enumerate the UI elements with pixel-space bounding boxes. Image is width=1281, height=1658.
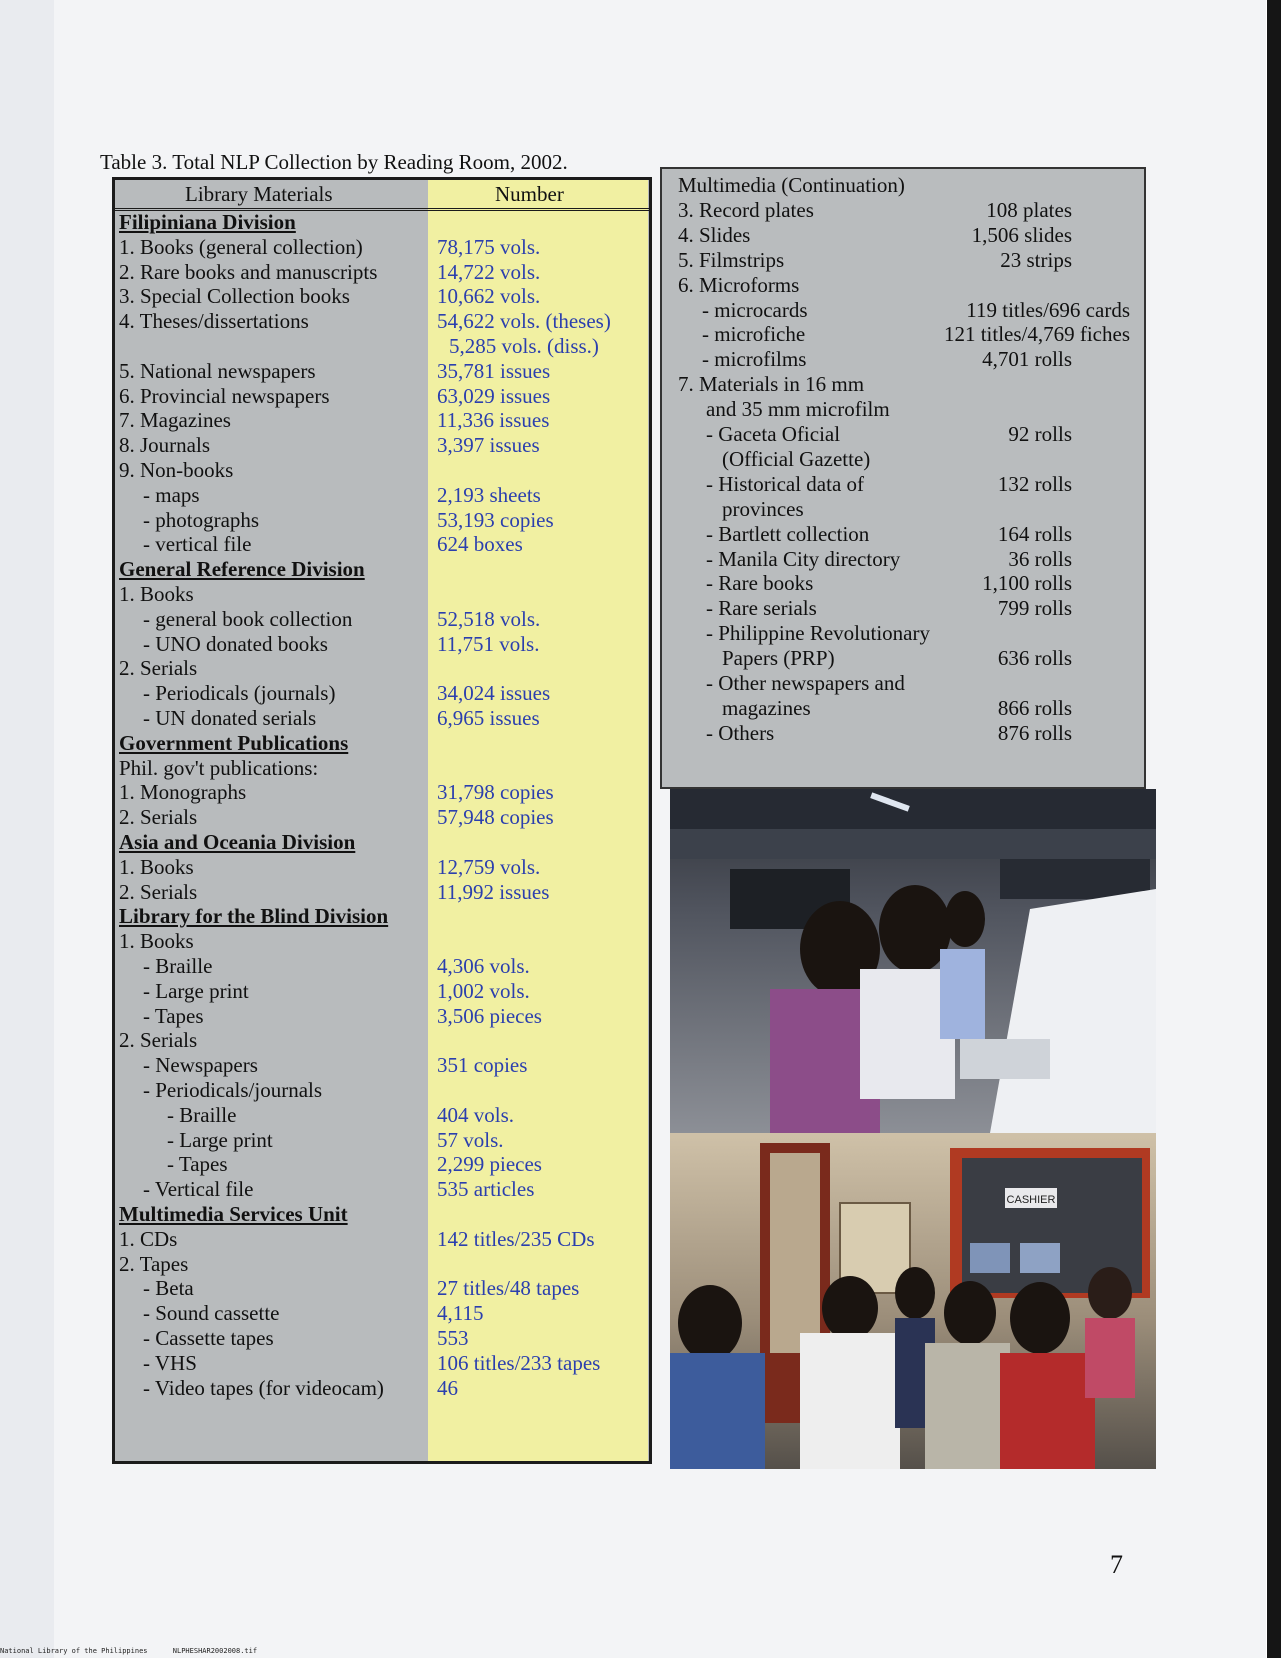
table-header	[115, 180, 649, 211]
row-label: 6. Provincial newspapers	[119, 383, 330, 408]
row-label: - Historical data of	[706, 471, 865, 496]
row-value: 3,397 issues	[437, 433, 540, 458]
row-label: 8. Journals	[119, 433, 210, 458]
row-label: - UN donated serials	[143, 706, 317, 730]
row-label: 1. Books (general collection)	[119, 234, 363, 259]
row-label: 2. Serials	[119, 879, 198, 904]
row-label: - Rare serials	[706, 596, 817, 621]
row-value: 34,024 issues	[437, 681, 551, 706]
row-value: 4,701 rolls	[982, 347, 1072, 372]
row-label: - Sound cassette	[143, 1301, 280, 1326]
row-label: Multimedia (Continuation)	[678, 173, 905, 197]
row-label: 2. Serials	[119, 805, 198, 830]
row-label: - Other newspapers and	[706, 671, 905, 695]
table-row	[115, 880, 649, 906]
row-value: 121 titles/4,769 fiches	[943, 322, 1130, 347]
row-value: 63,029 issues	[437, 383, 551, 408]
row-label: 3. Special Collection books	[119, 284, 350, 309]
row-label: - microfilms	[702, 347, 807, 372]
multimedia-row	[662, 571, 1144, 597]
row-label: 5. National newspapers	[119, 358, 316, 383]
table-row	[115, 954, 649, 980]
table-row	[115, 805, 649, 831]
multimedia-row	[662, 248, 1144, 274]
row-value: 35,781 issues	[437, 358, 551, 383]
table-row	[115, 656, 649, 682]
table-row	[115, 1252, 649, 1278]
table-section-heading	[115, 830, 649, 856]
multimedia-continuation-table	[660, 167, 1146, 789]
table-row	[115, 284, 649, 310]
row-value: 53,193 copies	[437, 507, 554, 532]
row-value: 351 copies	[437, 1053, 528, 1078]
row-label: - Tapes	[167, 1152, 228, 1177]
row-value: 46	[437, 1375, 458, 1400]
table-row	[115, 532, 649, 558]
table-section-heading	[115, 731, 649, 757]
row-label: (Official Gazette)	[722, 446, 871, 471]
multimedia-row	[662, 273, 1144, 299]
multimedia-row	[662, 372, 1144, 398]
table-row	[115, 756, 649, 782]
row-value: 876 rolls	[997, 720, 1072, 745]
row-value: 78,175 vols.	[437, 234, 541, 259]
row-value: 799 rolls	[997, 596, 1072, 621]
row-label: 1. Monographs	[119, 780, 247, 805]
row-label: - vertical file	[143, 532, 252, 557]
row-label: 7. Materials in 16 mm	[678, 372, 865, 397]
row-value: 1,506 slides	[971, 222, 1072, 247]
row-value: 92 rolls	[1008, 422, 1072, 446]
section-heading-label: Multimedia Services Unit	[119, 1202, 348, 1226]
row-label: - Rare books	[706, 571, 814, 596]
table-row	[115, 607, 649, 633]
table-row	[115, 334, 649, 360]
row-label: - UNO donated books	[143, 631, 328, 656]
row-label: provinces	[722, 496, 804, 521]
row-label: - Philippine Revolutionary	[706, 621, 930, 646]
table-row	[115, 260, 649, 286]
row-label: - Cassette tapes	[143, 1326, 274, 1350]
row-value: 54,622 vols. (theses)	[437, 309, 611, 334]
row-value: 57,948 copies	[437, 805, 554, 830]
multimedia-row	[662, 397, 1144, 423]
table-row	[115, 1103, 649, 1129]
row-value: 11,751 vols.	[437, 631, 540, 656]
multimedia-row	[662, 298, 1144, 324]
row-label: - general book collection	[143, 606, 353, 631]
row-value: 52,518 vols.	[437, 606, 541, 631]
row-label: 7. Magazines	[119, 408, 231, 433]
row-value: 142 titles/235 CDs	[437, 1226, 595, 1251]
multimedia-row	[662, 646, 1144, 672]
row-value: 636 rolls	[997, 646, 1072, 671]
row-label: - Braille	[167, 1102, 237, 1127]
section-heading-label: Government Publications	[119, 730, 349, 755]
row-label: - VHS	[143, 1350, 197, 1375]
section-heading-label: General Reference Division	[119, 557, 365, 582]
table-section-heading	[115, 904, 649, 930]
row-value: 14,722 vols.	[437, 259, 541, 284]
row-label: 2. Serials	[119, 1028, 198, 1053]
row-label: - Bartlett collection	[706, 521, 870, 546]
scan-right-edge	[1267, 0, 1281, 1658]
row-value: 1,100 rolls	[982, 571, 1072, 596]
multimedia-row	[662, 696, 1144, 722]
multimedia-row	[662, 621, 1144, 647]
row-label: - Braille	[143, 954, 213, 978]
row-label: 9. Non-books	[119, 458, 234, 482]
table-row	[115, 855, 649, 881]
multimedia-row	[662, 497, 1144, 523]
section-heading-label: Library for the Blind Division	[119, 904, 389, 929]
table-row	[115, 408, 649, 434]
multimedia-row	[662, 547, 1144, 573]
row-label: 1. Books	[119, 929, 194, 954]
row-value: 2,299 pieces	[437, 1152, 542, 1177]
row-value: 31,798 copies	[437, 780, 554, 805]
row-value: 4,115	[437, 1301, 484, 1326]
row-label: - Manila City directory	[706, 546, 901, 571]
row-label: 2. Rare books and manuscripts	[119, 259, 378, 284]
table-row	[115, 632, 649, 658]
row-label: - Tapes	[143, 1003, 204, 1028]
table-section-heading	[115, 210, 649, 236]
row-label: Papers (PRP)	[722, 646, 835, 671]
table-row	[115, 1177, 649, 1203]
header-number: Number	[495, 182, 564, 206]
multimedia-row	[662, 447, 1144, 473]
table-row	[115, 929, 649, 955]
multimedia-row	[662, 322, 1144, 348]
table-row	[115, 1351, 649, 1377]
row-value: 3,506 pieces	[437, 1003, 542, 1028]
table-section-heading	[115, 557, 649, 583]
row-label: 1. Books	[119, 582, 194, 606]
table-row	[115, 979, 649, 1005]
row-value: 57 vols.	[437, 1127, 504, 1152]
table-row	[115, 1227, 649, 1253]
table-row	[115, 582, 649, 608]
row-value: 132 rolls	[997, 471, 1072, 496]
table-row	[115, 433, 649, 459]
row-value: 12,759 vols.	[437, 854, 541, 879]
row-label: - Periodicals (journals)	[143, 681, 336, 706]
row-label: 1. CDs	[119, 1226, 178, 1251]
row-value: 535 articles	[437, 1177, 535, 1202]
table-row	[115, 508, 649, 534]
row-label: - microfiche	[702, 322, 806, 347]
row-label: - Video tapes (for videocam)	[143, 1375, 384, 1400]
row-label: 6. Microforms	[678, 272, 800, 297]
table-row	[115, 1004, 649, 1030]
row-value: 6,965 issues	[437, 706, 540, 730]
row-value: 27 titles/48 tapes	[437, 1276, 580, 1301]
table-row	[115, 1376, 649, 1402]
row-value: 404 vols.	[437, 1102, 515, 1127]
row-label: - Periodicals/journals	[143, 1078, 323, 1102]
row-value: 1,002 vols.	[437, 978, 530, 1003]
row-value: 4,306 vols.	[437, 954, 530, 978]
multimedia-row	[662, 472, 1144, 498]
row-value: 624 boxes	[437, 532, 523, 557]
table-row	[115, 384, 649, 410]
row-label: 2. Serials	[119, 656, 198, 681]
photo-cashier-area	[670, 1133, 1156, 1469]
table-row	[115, 483, 649, 509]
row-label: 3. Record plates	[678, 197, 814, 222]
multimedia-row	[662, 596, 1144, 622]
scan-footer-caption: National Library of the Philippines NLPHESHAR2002008.tif	[0, 1647, 258, 1655]
cashier-sign: CASHIER	[1006, 1194, 1056, 1206]
row-label: 1. Books	[119, 854, 194, 879]
row-label: - microcards	[702, 297, 808, 322]
section-heading-label: Filipiniana Division	[119, 210, 296, 234]
row-label: - Large print	[167, 1127, 273, 1152]
row-label: Phil. gov't publications:	[119, 755, 319, 780]
row-value: 106 titles/233 tapes	[437, 1350, 601, 1375]
row-label: - photographs	[143, 507, 260, 532]
table-row	[115, 458, 649, 484]
multimedia-row	[662, 422, 1144, 448]
table-row	[115, 359, 649, 385]
table-row	[115, 1326, 649, 1352]
row-label: - maps	[143, 482, 200, 507]
row-label: 4. Slides	[678, 222, 751, 247]
row-label: - Vertical file	[143, 1177, 254, 1202]
row-value: 11,992 issues	[437, 879, 550, 904]
row-label: - Large print	[143, 978, 249, 1003]
multimedia-row	[662, 721, 1144, 747]
row-value: 553	[437, 1326, 469, 1350]
multimedia-row	[662, 347, 1144, 373]
photo-computer-users	[670, 789, 1156, 1133]
page-number: 7	[1110, 1550, 1123, 1579]
table-row	[115, 1053, 649, 1079]
multimedia-row	[662, 223, 1144, 249]
row-label: magazines	[722, 695, 811, 720]
table-row	[115, 1028, 649, 1054]
table-row	[115, 1301, 649, 1327]
table-row	[115, 1276, 649, 1302]
row-value: 36 rolls	[1008, 546, 1072, 571]
row-value: 11,336 issues	[437, 408, 550, 433]
table-section-heading	[115, 1202, 649, 1228]
row-label: - Others	[706, 720, 775, 745]
row-value: 164 rolls	[997, 521, 1072, 546]
row-label: 5. Filmstrips	[678, 247, 785, 272]
multimedia-row	[662, 671, 1144, 697]
table-row	[115, 309, 649, 335]
table-row	[115, 1128, 649, 1154]
table-row	[115, 681, 649, 707]
section-heading-label: Asia and Oceania Division	[119, 830, 356, 854]
multimedia-row	[662, 198, 1144, 224]
row-value: 10,662 vols.	[437, 284, 541, 309]
row-label: - Gaceta Oficial	[706, 422, 841, 446]
table-row	[115, 706, 649, 732]
row-value: 108 plates	[986, 197, 1072, 222]
table-row	[115, 1078, 649, 1104]
table-row	[115, 1152, 649, 1178]
row-label: - Beta	[143, 1276, 194, 1301]
multimedia-row	[662, 522, 1144, 548]
collection-table	[112, 177, 652, 1464]
row-label: 2. Tapes	[119, 1251, 189, 1276]
row-value: 866 rolls	[997, 695, 1072, 720]
table-row	[115, 235, 649, 261]
row-value: 23 strips	[1000, 247, 1072, 272]
table-row	[115, 780, 649, 806]
row-label: 4. Theses/dissertations	[119, 309, 309, 334]
multimedia-row	[662, 173, 1144, 199]
scan-left-margin	[0, 0, 54, 1658]
row-value: 5,285 vols. (diss.)	[449, 334, 599, 358]
row-label: and 35 mm microfilm	[706, 397, 890, 422]
table-title: Table 3. Total NLP Collection by Reading Room, 2002.	[100, 150, 568, 174]
row-value: 2,193 sheets	[437, 482, 541, 507]
row-value: 119 titles/696 cards	[966, 297, 1130, 322]
header-library-materials: Library Materials	[185, 182, 333, 206]
row-label: - Newspapers	[143, 1053, 258, 1078]
